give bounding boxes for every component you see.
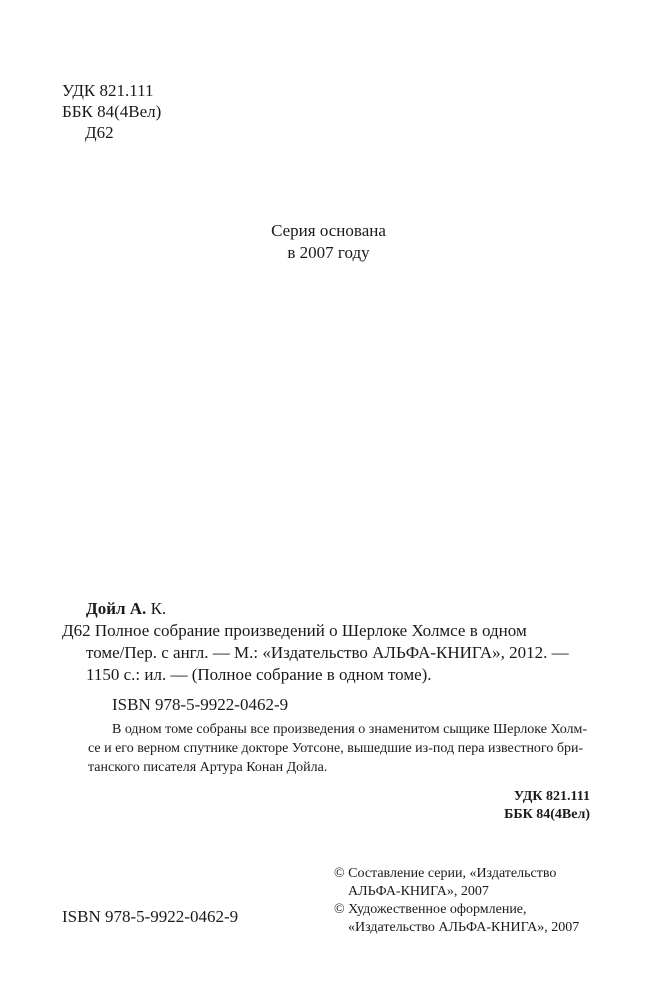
udk-code: УДК 821.111 — [62, 81, 154, 100]
annotation — [88, 720, 590, 777]
udk-code-right: УДК 821.111 — [513, 789, 590, 804]
series-line-2: в 2007 году — [287, 243, 370, 262]
author-name: Дойл А. — [86, 599, 147, 618]
author-mark: Д62 — [85, 123, 114, 142]
annotation-line-3: танского писателя Артура Конан Дойла. — [88, 760, 328, 775]
isbn-footer: ISBN 978-5-9922-0462-9 — [62, 907, 239, 926]
author-initial: К. — [150, 599, 167, 618]
bbk-code-right: ББК 84(4Вел) — [504, 807, 590, 822]
copyright-line-1: © Составление серии, «Издательство — [334, 866, 557, 881]
bib-line-3: 1150 с.: ил. — (Полное собрание в одном томе). — [86, 665, 432, 684]
author-heading — [62, 598, 569, 620]
bib-title-text: Полное собрание произведений о Шерлоке Холмсе в одном — [94, 621, 527, 640]
copyright-line-4: «Издательство АЛЬФА-КНИГА», 2007 — [348, 920, 580, 935]
copyright-line-3: © Художественное оформление, — [334, 902, 527, 917]
copyright-line-2: АЛЬФА-КНИГА», 2007 — [348, 884, 489, 899]
bib-author-mark: Д62 — [62, 621, 91, 640]
isbn-main: ISBN 978-5-9922-0462-9 — [112, 695, 289, 714]
top-classification-codes — [62, 80, 161, 143]
copyright-notices — [334, 865, 579, 937]
bibliographic-record — [62, 598, 569, 686]
bib-line-2: томе/Пер. с англ. — М.: «Издательство АЛЬФА-КНИГА», 2012. — — [86, 643, 569, 662]
series-note — [0, 220, 657, 264]
annotation-line-1: В одном томе собраны все произведения о знаменитом сыщике Шерлоке Холм- — [112, 722, 588, 737]
bib-line-1 — [62, 620, 569, 642]
annotation-line-2: се и его верном спутнике докторе Уотсоне, вышедшие из-под пера известного бри- — [88, 741, 584, 756]
classification-codes-right — [504, 788, 590, 824]
series-line-1: Серия основана — [271, 221, 386, 240]
bbk-code: ББК 84(4Вел) — [62, 102, 162, 121]
